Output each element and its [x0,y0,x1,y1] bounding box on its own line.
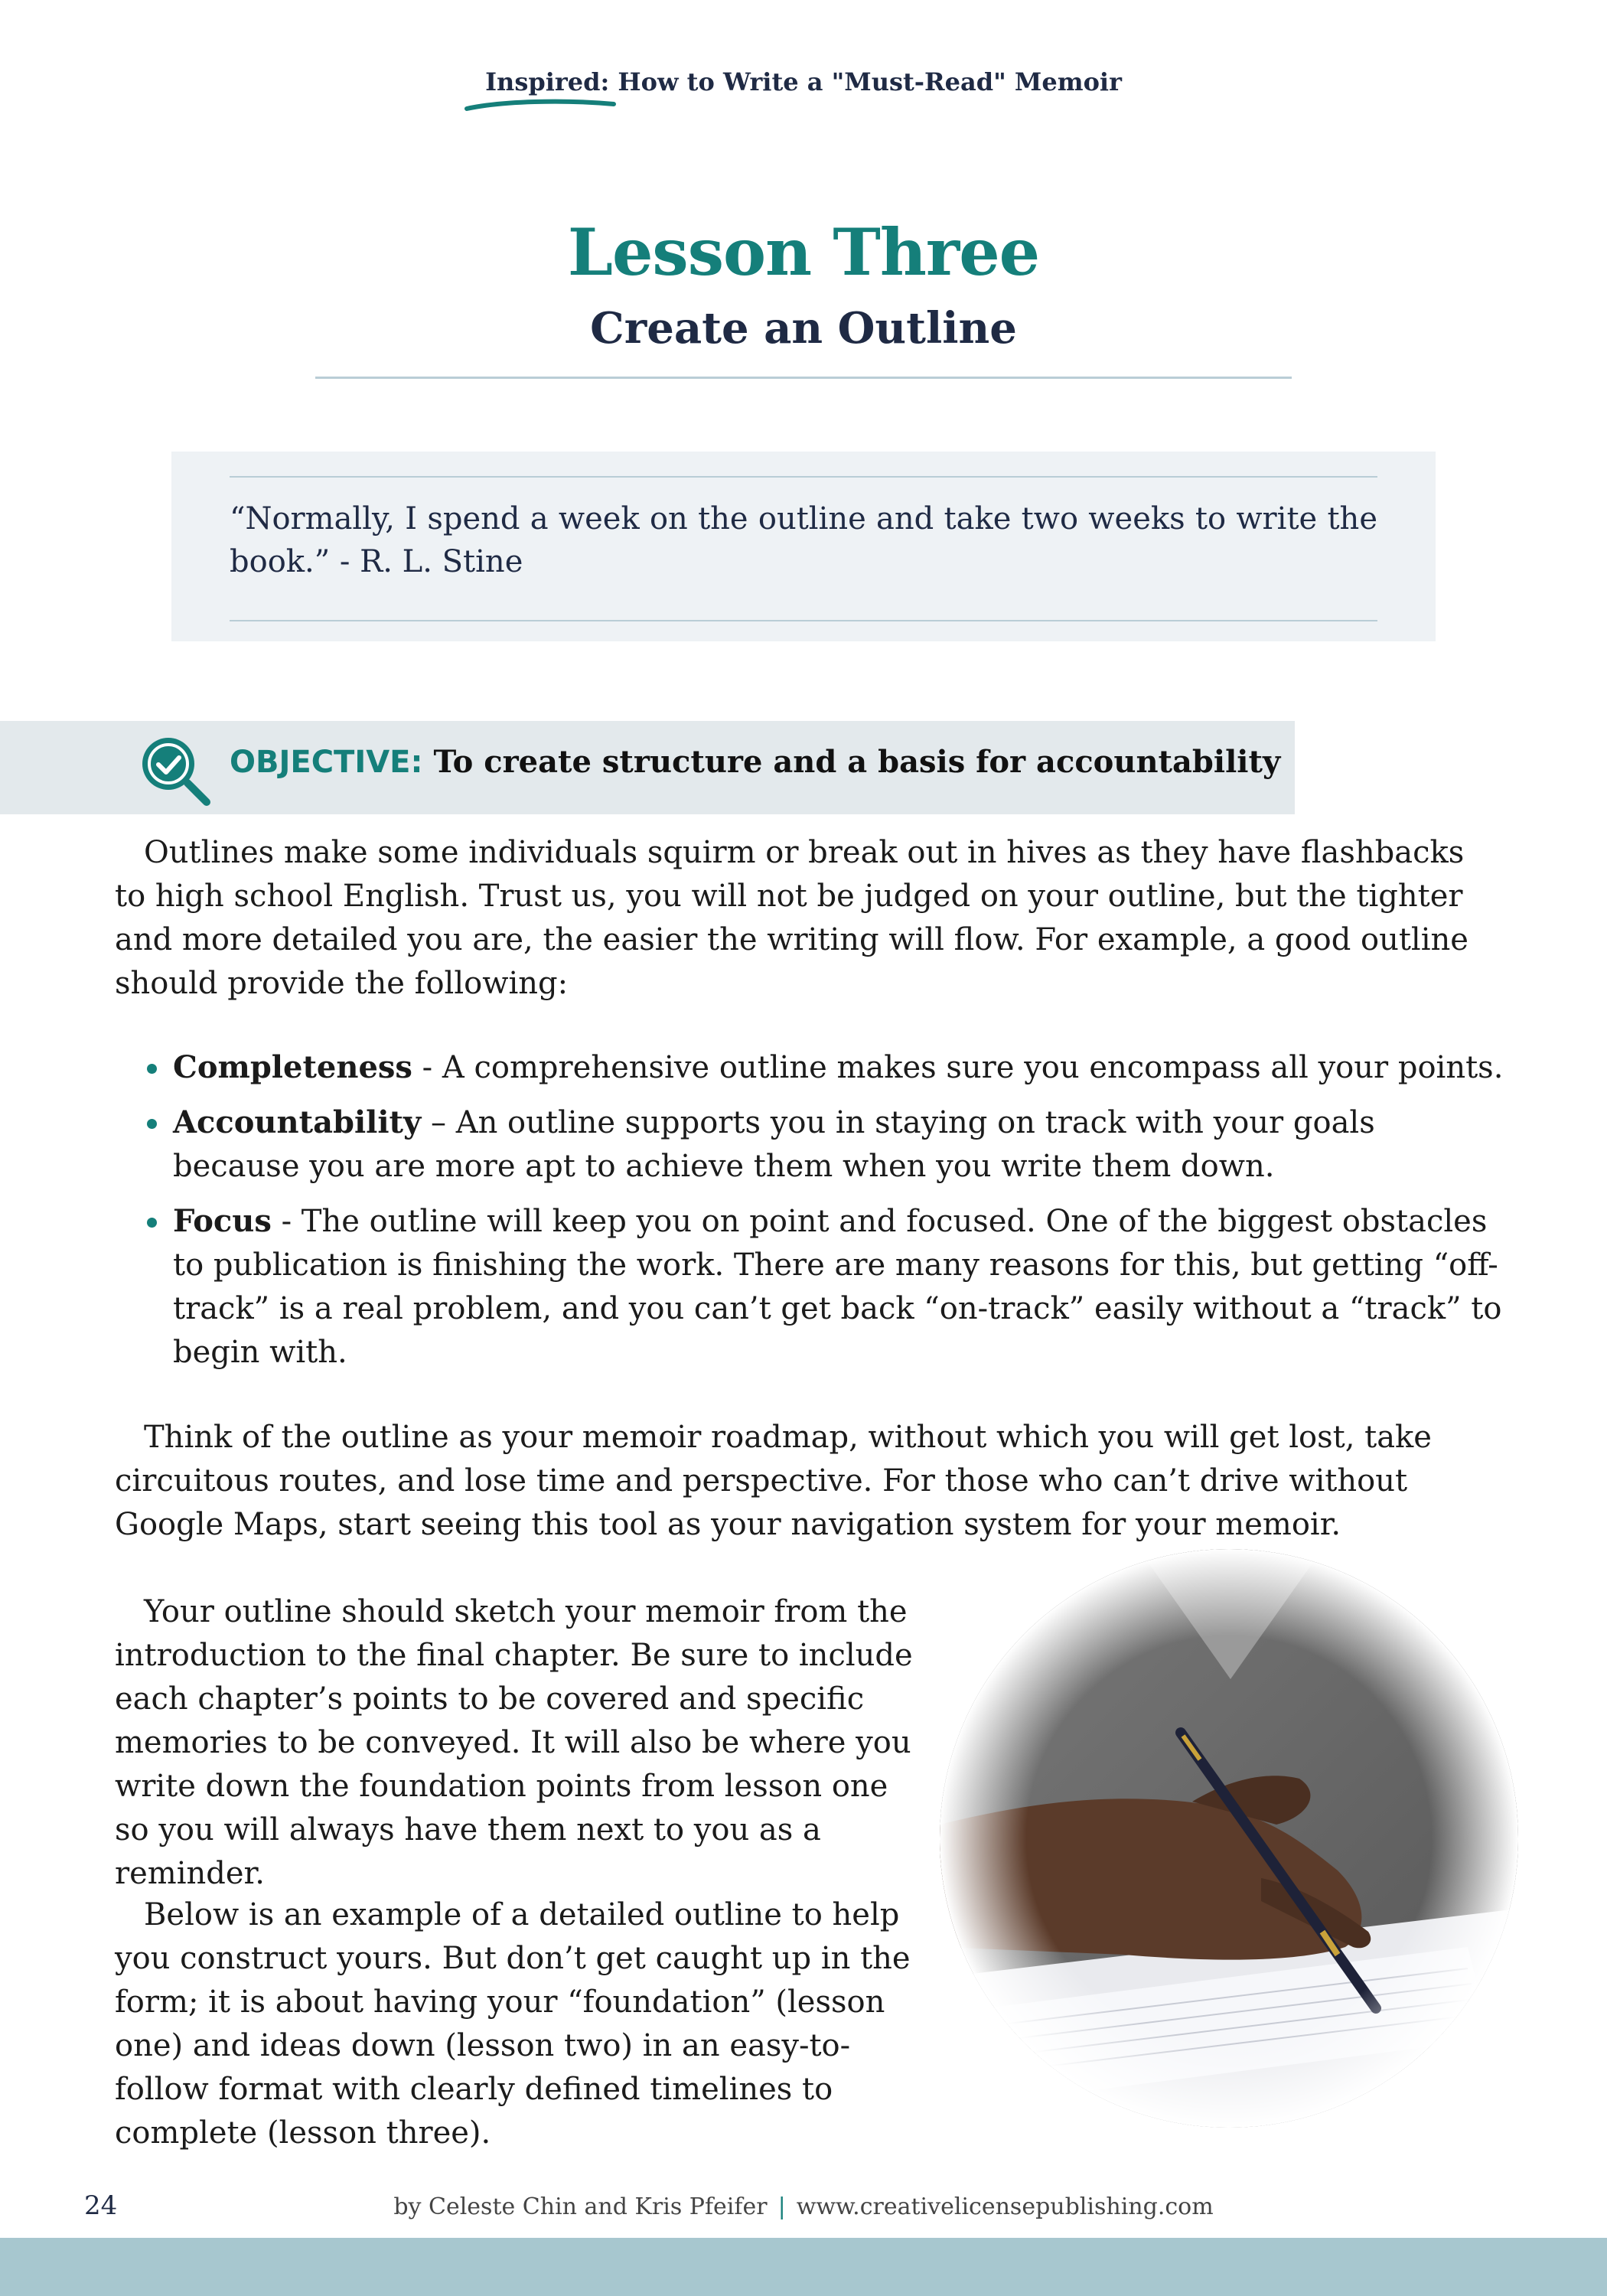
list-item [115,1045,1508,1090]
header-colon: : [600,67,610,96]
paragraph-text: Your outline should sketch your memoir from the introduction to the final chapter. Be sure to include each chapter’s points to be covered and specific memories to be conveyed. It will also be where you write down the foundation points from lesson one so you will always have them next to you as a reminder. [115,1594,913,1891]
list-item [115,1199,1508,1375]
benefits-list [115,1045,1508,1385]
page-number: 24 [84,2190,118,2221]
paragraph-text: Outlines make some individuals squirm or break out in hives as they have flashbacks to high school English. Trust us, you will not be judged on your outline, but the tighter and more detailed you are, the easier the writing will flow. For example, a good outline should provide the following: [115,835,1468,1001]
quote-box [171,452,1436,641]
objective-statement: To create structure and a basis for accountability [433,744,1281,780]
footer-url[interactable]: www.creativelicensepublishing.com [796,2193,1214,2220]
writing-hand-photo [940,1549,1518,2128]
footer-separator: | [777,2193,786,2220]
list-item-term: Completeness [173,1049,412,1085]
header-brand-wrap [485,67,618,96]
quote-bottom-rule [230,620,1377,621]
list-item-text: - A comprehensive outline makes sure you encompass all your points. [412,1050,1504,1085]
paragraph-roadmap [115,1416,1492,1547]
header-title: How to Write a "Must-Read" Memoir [618,67,1122,96]
quote-top-rule [230,476,1377,478]
objective-text [230,744,1280,780]
paragraph-sketch [115,1590,926,1896]
brush-underline-icon [464,98,617,113]
footer-credits [0,2193,1607,2220]
list-item-term: Accountability [173,1104,422,1140]
footer-bar [0,2238,1607,2296]
paragraph-example [115,1893,926,2155]
magnifier-check-icon [136,732,213,808]
list-item [115,1101,1508,1189]
quote-text: “Normally, I spend a week on the outline and take two weeks to write the book.” - R. L. Stine [230,501,1377,579]
list-item-term: Focus [173,1203,272,1239]
paragraph-text: Below is an example of a detailed outline to help you construct yours. But don’t get caught up in the form; it is about having your “foundation” (lesson one) and ideas down (lesson two) in an easy-to-follow format with clearly defined timelines to complete (lesson three). [115,1897,911,2151]
lesson-title: Lesson Three [567,214,1040,290]
title-divider [315,377,1292,379]
writing-hand-illustration [940,1549,1518,2128]
lesson-subtitle: Create an Outline [590,303,1017,354]
running-header [0,67,1607,96]
list-item-text: – An outline supports you in staying on track with your goals because you are more apt to achieve them when you write them down. [173,1105,1375,1184]
objective-label: OBJECTIVE: [230,745,423,780]
header-brand: Inspired [485,67,601,96]
footer-authors: by Celeste Chin and Kris Pfeifer [393,2193,768,2220]
objective-banner [0,721,1295,814]
paragraph-text: Think of the outline as your memoir roadmap, without which you will get lost, take circuitous routes, and lose time and perspective. For those who can’t drive without Google Maps, start seeing this tool as your navigation system for your memoir. [115,1420,1432,1542]
paragraph-intro [115,831,1492,1006]
list-item-text: - The outline will keep you on point and focused. One of the biggest obstacles to publication is finishing the work. There are many reasons for this, but getting “off-track” is a real problem, and you can’t get back “on-track” easily without a “track” to begin with. [173,1204,1502,1370]
